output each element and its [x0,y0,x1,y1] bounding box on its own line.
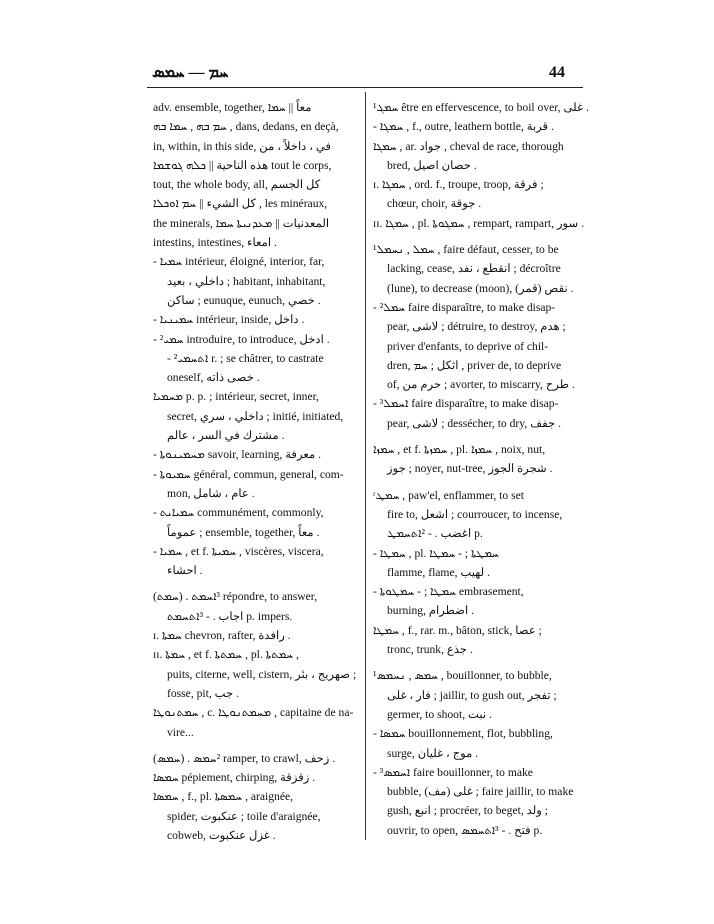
entry-line: ܚܡܣܐ , f., pl. ܚܡܣܬܐ , araignée, [153,790,294,804]
entry-line: ¹ܚܡܓ être en effervescence, to boil over, غلى . [373,101,589,114]
entry-line: ʳܚܡܛ , paw'el, enflammer, to set [373,488,524,502]
entry-line: (ܚܡܬ) . ³ܐܚܡܬ répondre, to answer, [153,590,318,604]
entry-line: surge, موج ، غليان . [387,746,479,760]
entry-line: secret, داخلي ، سري ; initié, initiated, [167,409,344,423]
entry-line: - ܚܡܛܐ ; - ܚܡܛܘܬܐ embrasement, [373,585,524,599]
entry-line: lacking, cease, انقطع ، نفد ; décroître [387,262,561,276]
entry-line: - ²ܚܡܠ faire disparaître, to make disap- [373,300,556,314]
entry-line: intestins, intestines, امعاء . [153,236,277,250]
entry-line: puits, citerne, well, cistern, صهريج ، بئر ; [167,667,357,681]
entry-line: - ܚܡܛܐ , pl. ܚܡܛܬܐ ; - ܚܡܛܐ [373,546,499,560]
entry-line: tout, the whole body, all, كل الجسم [153,178,321,192]
entry-line: priver d'enfants, to deprive of chil- [387,339,549,353]
entry-line: (ܚܡܣ) . ²ܚܡܣ ramper, to crawl, زحف . [153,751,336,765]
entry-line: احشاء . [167,564,203,578]
entry-line: cobweb, غزل عنكبوت . [167,828,276,842]
entry-line: ܚܡܣܐ pépiement, chirping, زقزقة . [153,771,316,785]
column-divider [365,92,366,840]
entry-line: - ܚܡܝܘܬܐ général, commun, general, com- [153,467,344,481]
entry-line: oneself, خصى ذاته . [167,371,260,385]
entry-line: ܚܡ ܒܗ , ܚܡܐ ܒܗ , dans, dedans, en deçà, [153,120,339,134]
entry-line: dren, اثكل ; ܚܡ , priver de, to deprive [387,358,562,372]
running-head: ܚܡ — ܚܡܣ [152,64,229,81]
entry-line: ساكن ; eunuque, eunuch, خصي . [167,293,321,307]
entry-line: ɪɪ. ܚܡܓܐ , pl. ܚܡܓܘܬܐ , rempart, rampart, سور . [373,216,585,230]
entry-line: bred, حصان اصيل . [387,158,477,172]
entry-line: جوز ; noyer, nut-tree, شجرة الجوز . [387,462,553,476]
entry-line: vire... [167,725,194,739]
entry-line: ܚܡܙܐ , et f. ܚܡܙܬܐ , pl. ܚܡܙܐ , noix, nut, [373,443,546,457]
entry-line: pear, لاشى ; détruire, to destroy, هدم ; [387,320,566,334]
entry-line: fire to, اشعل ; courroucer, to incense, [387,507,563,521]
entry-line: داخلي ، بعيد ; habitant, inhabitant, [167,274,326,288]
entry-line: spider, عنكبوت ; toile d'araignée, [167,809,321,823]
entry-line: tronc, trunk, جذع . [387,643,473,657]
right-column [373,98,589,840]
entry-line: كل الشيء || ܚܡ ܐܘܟܠܐ , les minéraux, [153,197,328,211]
entry-line: ɪɪ. ܚܡܬܐ , et f. ܚܡܬܬܐ , pl. ܚܡܬܬܐ , [153,648,299,662]
entry-line: اجاب . - ³ܐܬܚܡܬ p. impers. [167,609,293,623]
entry-line: the minerals, المعدنيات || ܡܥܕܢܝܬܐ ܚܡܐ [153,216,330,230]
entry-line: ¹ܚܡܠ , ܢܚܡܠ , faire défaut, cesser, to be [373,243,559,257]
entry-line: ɪ. ܚܡܬܐ chevron, rafter, رافدة . [153,629,291,643]
entry-line: ouvrir, to open, فتح . - ³ܐܬܚܡܣ p. [387,823,543,837]
page-number: 44 [549,64,565,81]
entry-line: ܡܚܡܝܐ p. p. ; intérieur, secret, inner, [153,390,319,404]
entry-line: - ܚܡܝܐܝܬ communément, commonly, [153,506,324,520]
entry-line: adv. ensemble, together, معاً || ܚܡܐ [153,101,312,114]
entry-line: chœur, choir, جوقة . [387,197,482,211]
entry-line: flamme, flame, لهيب . [387,565,490,579]
entry-line: mon, عام ، شامل . [167,486,255,500]
entry-line: - ܚܡܝܐ , et f. ܚܡܝܬܐ , viscères, viscera, [153,544,324,558]
entry-line: - ܡܚܡܝܢܘܬܐ savoir, learning, معرفة . [153,448,321,462]
left-column [153,98,359,845]
header-rule [147,87,583,88]
entry-line: - ²ܚܡܝ introduire, to introduce, ادخل . [153,332,330,346]
entry-line: - ܚܡܓܐ , f., outre, leathern bottle, قربة . [373,120,554,134]
entry-line: - ²ܐܬܚܡܝ r. ; se châtrer, to castrate [167,351,324,365]
entry-line: of, حرم من ; avorter, to miscarry, طرح . [387,378,575,392]
entry-line: pear, لاشى ; dessécher, to dry, جفف . [387,416,561,430]
entry-line: ɪ. ܚܡܓܐ , ord. f., troupe, troop, فرقة ; [373,178,544,192]
entry-line: عموماً ; ensemble, together, معاً . [167,525,320,539]
entry-line: ܚܡܓܐ , ar. جواد , cheval de race, thorough [373,139,564,153]
entry-line: - ܚܡܝܢܝܐ intérieur, inside, داخل . [153,313,305,327]
entry-line: ܚܡܛܐ , f., rar. m., bâton, stick, عصا ; [373,623,542,637]
entry-line: germer, to shoot, نبت . [387,707,492,721]
entry-line: اغضب . - ²ܐܬܚܡܛ p. [387,527,483,541]
entry-line: مشترك في السر ، عالم . [167,429,285,443]
entry-line: فار ، غلى ; jaillir, to gush out, تفجر ; [387,688,557,702]
entry-line: gush, انبع ; procréer, to beget, ولد ; [387,804,548,818]
entry-line: ¹ܚܡܣ , ܢܚܡܣ , bouillonner, to bubble, [373,669,552,683]
entry-line: ܚܡܬܢܘܛܐ , c. ܡܚܡܬܢܘܛܐ , capitaine de na- [153,706,354,720]
entry-line: - ܚܡܝܐ intérieur, éloigné, interior, far, [153,255,325,269]
entry-line: (lune), to decrease (moon), (قمر) نقص . [387,281,574,295]
entry-line: - ³ܐܚܡܣ faire bouillonner, to make [373,765,533,779]
entry-line: - ³ܐܚܡܠ faire disparaître, to make disap- [373,397,559,411]
entry-line: in, within, in this side, في ، داخلاً ، من [153,139,332,153]
entry-line: bubble, (مف) غلى ; faire jaillir, to make [387,785,574,799]
entry-line: fosse, pit, جب . [167,686,240,700]
entry-line: burning, اضطرام . [387,604,475,618]
entry-line: - ܚܡܣܐ bouillonnement, flot, bubbling, [373,727,553,741]
entry-line: هذه الناحية || ܟܠܗ ܓܘܫܡܐ tout le corps, [153,158,332,172]
